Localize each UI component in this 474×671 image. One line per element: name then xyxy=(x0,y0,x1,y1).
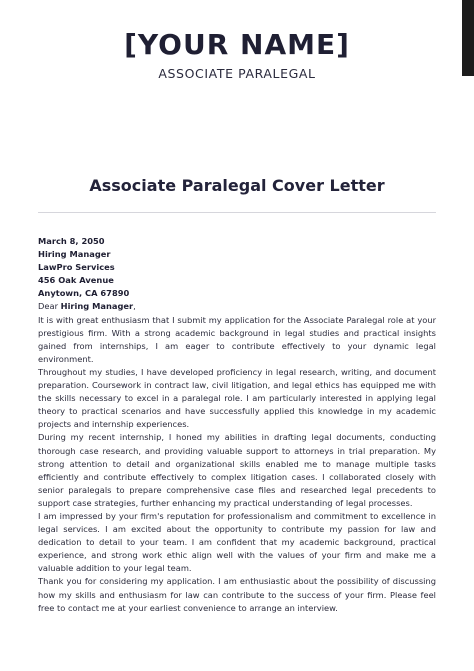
recipient-city: Anytown, CA 67890 xyxy=(38,288,130,299)
recipient-street: 456 Oak Avenue xyxy=(38,275,114,286)
salutation-prefix: Dear xyxy=(38,301,61,312)
applicant-name: [YOUR NAME] xyxy=(124,28,350,61)
recipient-company: LawPro Services xyxy=(38,262,115,273)
recipient-title: Hiring Manager xyxy=(38,249,111,260)
vertical-scrollbar[interactable] xyxy=(462,0,474,671)
title-divider xyxy=(38,212,436,213)
salutation xyxy=(38,300,436,313)
letter-paragraph-4: I am impressed by your firm's reputation for professionalism and commitment to excellence in legal services. I am excited about the opportunity to contribute my passion for law and dedication to detail to your team. I am confident that my academic background, practical experience, and strong work ethic align well with the values of your firm and make me a valuable addition to your legal team. xyxy=(38,510,436,574)
letter-paragraph-5: Thank you for considering my application. I am enthusiastic about the possibility of discussing how my skills and enthusiasm for law can contribute to the success of your firm. Please feel free to contact me at your earliest convenience to arrange an interview. xyxy=(38,576,436,613)
applicant-role: ASSOCIATE PARALEGAL xyxy=(158,66,316,81)
letter-paragraph-1: It is with great enthusiasm that I submit my application for the Associate Paralegal role at your prestigious firm. With a strong academic background in legal studies and practical insights gained from internships, I am eager to contribute effectively to your dynamic legal environment. xyxy=(38,314,436,364)
letter-paragraph-2: Throughout my studies, I have developed proficiency in legal research, writing, and document preparation. Coursework in contract law, civil litigation, and legal ethics has equipped me with the skills necessary to excel in a paralegal role. I am particularly interested in applying legal theory to practical scenarios and have successfully applied this knowledge in my academic projects and internship experiences. xyxy=(38,366,436,430)
salutation-name: Hiring Manager xyxy=(60,301,134,312)
letter-body xyxy=(38,235,436,615)
document-title: Associate Paralegal Cover Letter xyxy=(89,176,385,195)
scrollbar-thumb[interactable] xyxy=(462,0,474,76)
letter-date: March 8, 2050 xyxy=(38,236,105,246)
letter-paragraph-3: During my recent internship, I honed my abilities in drafting legal documents, conducting thorough case research, and providing valuable support to attorneys in trial preparation. My strong attention to detail and organizational skills enabled me to manage multiple tasks efficiently and contribute effectively to complex litigation cases. I collaborated closely with senior paralegals to prepare comprehensive case files and researched legal precedents to support case strategies, further enhancing my practical understanding of legal processes. xyxy=(38,432,436,508)
salutation-suffix: , xyxy=(133,301,136,312)
